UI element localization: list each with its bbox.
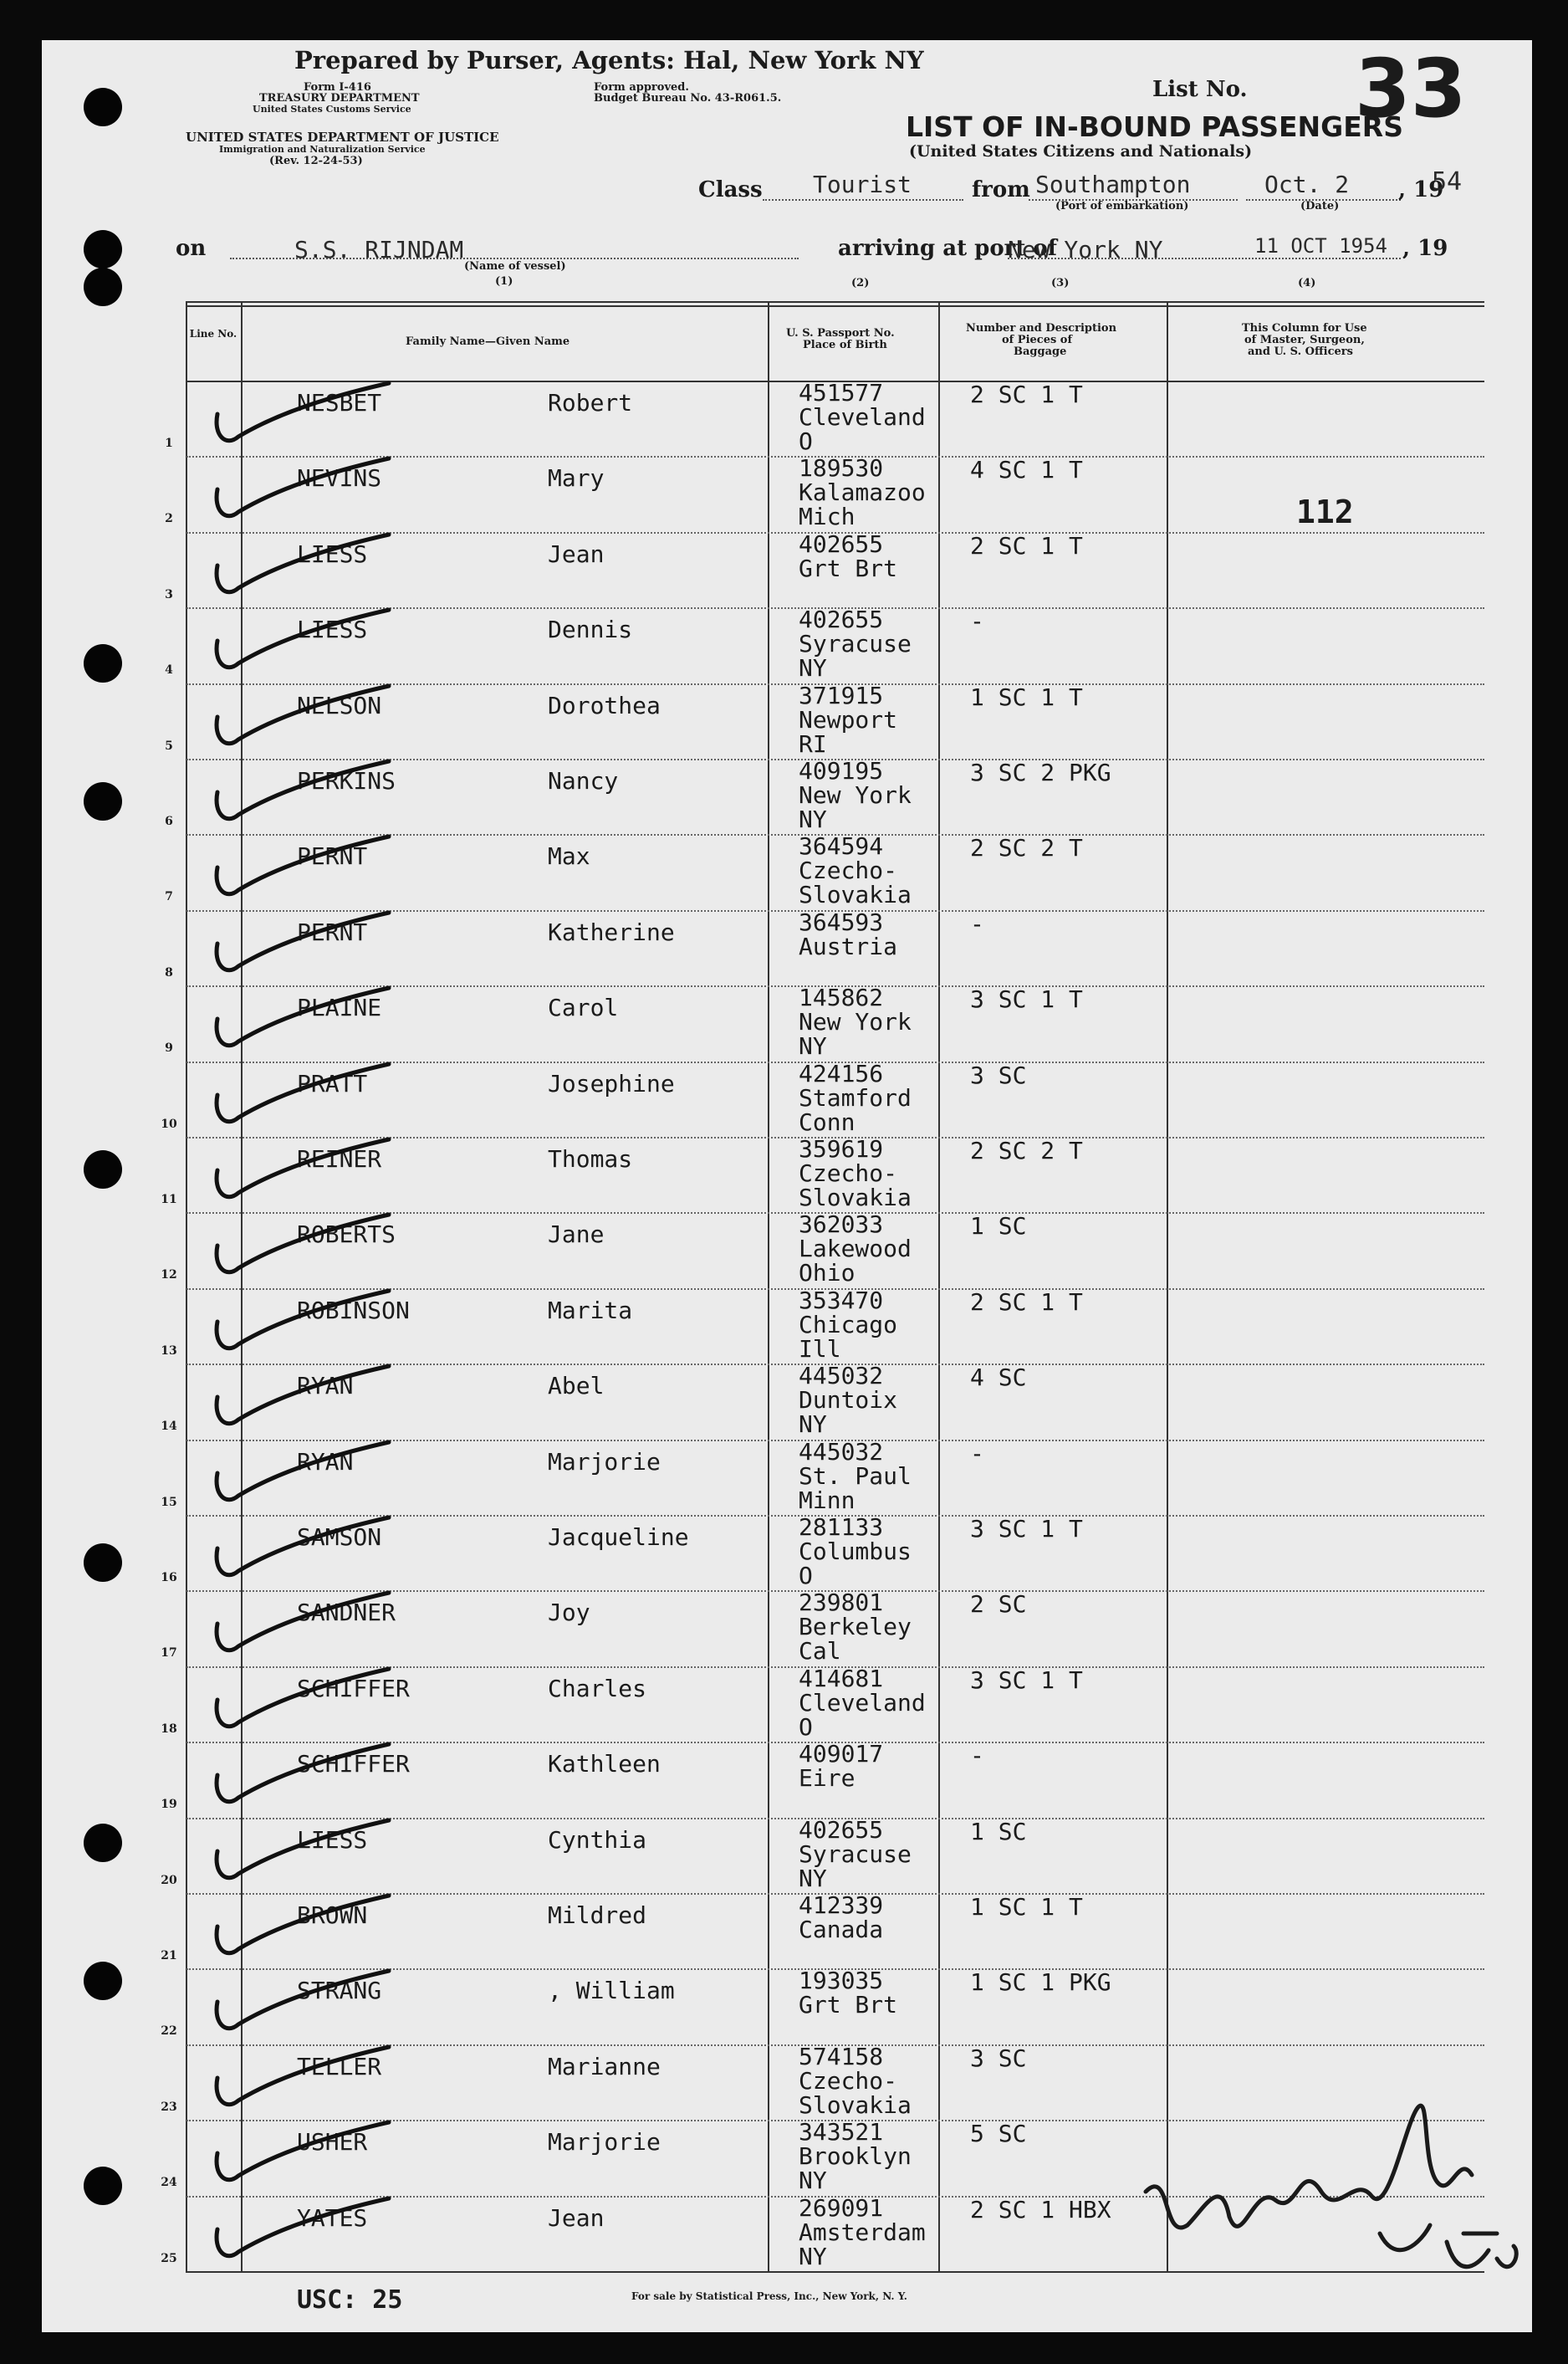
punch-hole [84,1824,122,1862]
line-number: 6 [165,815,173,828]
check-mark-icon [209,2116,401,2191]
given-name: Marita [548,1296,633,1324]
family-name: NELSON [297,691,382,719]
passport-birthplace: 239801 Berkeley Cal [799,1589,912,1666]
family-name: SCHIFFER [297,1750,410,1778]
year-suffix: 54 [1432,167,1463,197]
baggage: 2 SC 1 T [970,1287,1083,1316]
passport-birthplace: 409195 New York NY [799,757,912,833]
passport-birthplace: 402655 Syracuse NY [799,606,912,683]
port-embarkation-caption: (Port of embarkation) [1055,200,1189,212]
table-row [146,1742,1484,1819]
budget-bureau: Budget Bureau No. 43-R061.5. [594,92,782,105]
baggage: 3 SC 2 PKG [970,759,1111,786]
passport-birthplace: 402655 Syracuse NY [799,1815,912,1892]
passport-birthplace: 189530 Kalamazoo Mich [799,454,926,531]
table-row [146,532,1484,610]
check-mark-icon [209,1964,401,2039]
line-number: 24 [161,2176,177,2190]
table-row [146,910,1484,988]
line-number: 4 [165,663,173,678]
usc-count: USC: 25 [297,2285,403,2315]
baggage: 4 SC 1 T [970,456,1083,484]
check-mark-icon [209,906,401,981]
line-number: 23 [161,2100,177,2114]
family-name: PERKINS [297,767,396,795]
family-name: BROWN [297,1901,368,1929]
check-mark-icon [209,1511,401,1586]
passport-birthplace: 402655 Grt Brt [799,530,898,582]
passport-birthplace: 364593 Austria [799,908,898,960]
given-name: Jean [548,540,605,568]
given-name: Joy [548,1599,590,1627]
family-name: SANDNER [297,1599,396,1627]
line-number: 12 [161,1268,177,1282]
line-number: 7 [165,890,173,904]
line-number: 22 [161,2024,177,2039]
family-name: REINER [297,1145,382,1173]
passport-birthplace: 371915 Newport RI [799,681,898,758]
baggage: 3 SC 1 T [970,1515,1083,1543]
family-name: ROBINSON [297,1296,410,1324]
check-mark-icon [209,1359,401,1435]
family-name: PERNT [297,918,368,946]
family-name: TELLER [297,2052,382,2080]
family-name: LIESS [297,540,368,568]
given-name: Marianne [548,2052,661,2080]
passport-birthplace: 445032 St. Paul Minn [799,1437,912,1514]
family-name: LIESS [297,616,368,644]
col-caption-3: (3) [1051,277,1070,289]
baggage: - [970,1742,984,1770]
baggage: 4 SC [970,1364,1027,1392]
baggage: 2 SC 2 T [970,834,1083,862]
on-label: on [176,236,207,261]
list-no-label: List No. [1152,77,1248,102]
given-name: Mary [548,464,605,493]
arrival-port: New York NY [1008,236,1163,264]
from-label: from [972,177,1030,202]
line-number: 19 [161,1798,177,1812]
passport-birthplace: 364594 Czecho- Slovakia [799,832,912,909]
check-mark-icon [209,1208,401,1283]
arrival-year: , 19 [1402,236,1448,261]
given-name: Marjorie [548,1447,661,1476]
passport-birthplace: 445032 Duntoix NY [799,1362,898,1439]
line-number: 21 [161,1949,177,1962]
class-value: Tourist [813,171,912,198]
check-mark-icon [209,1435,401,1511]
given-name: Katherine [548,918,675,946]
departure-date: Oct. 2 [1264,171,1350,198]
family-name: NESBET [297,389,382,417]
check-mark-icon [209,755,401,830]
check-mark-icon [209,981,401,1057]
line-number: 11 [161,1193,177,1206]
check-mark-icon [209,1662,401,1737]
table-row [146,1288,1484,1366]
passport-birthplace: 362033 Lakewood Ohio [799,1210,912,1287]
given-name: Kathleen [548,1750,661,1778]
baggage: 3 SC 1 T [970,985,1083,1014]
family-name: PLAINE [297,994,382,1022]
baggage: 1 SC 1 PKG [970,1968,1111,1997]
officer-note: 112 [1296,494,1354,530]
baggage: 3 SC [970,2044,1027,2072]
line-number: 25 [161,2251,177,2265]
printer-credit: For sale by Statistical Press, Inc., New York, N. Y. [631,2290,907,2302]
baggage: - [970,1439,984,1467]
line-number: 14 [161,1420,177,1434]
family-name: LIESS [297,1825,368,1854]
baggage: 2 SC 1 T [970,381,1083,408]
baggage: 5 SC [970,2120,1027,2148]
family-name: USHER [297,2128,368,2157]
form-revision: (Rev. 12-24-53) [269,155,363,167]
table-row [146,1590,1484,1668]
check-mark-icon [209,452,401,527]
baggage: - [970,607,984,636]
document-title: LIST OF IN-BOUND PASSENGERS [906,110,1403,143]
line-number: 20 [161,1873,177,1887]
given-name: Charles [548,1674,647,1702]
given-name: Max [548,842,590,871]
check-mark-icon [209,679,401,755]
check-mark-icon [209,528,401,603]
line-number: 18 [161,1722,177,1736]
family-name: SAMSON [297,1523,382,1551]
check-mark-icon [209,1284,401,1359]
table-row [146,1212,1484,1290]
given-name: Marjorie [548,2128,661,2157]
table-row [146,683,1484,761]
dept-of-justice: UNITED STATES DEPARTMENT OF JUSTICE [186,130,499,145]
document-subtitle: (United States Citizens and Nationals) [909,142,1253,161]
passport-birthplace: 409017 Eire [799,1740,884,1793]
arriving-label: arriving at port of [838,236,1057,261]
form-number: Form I-416 [304,81,371,94]
given-name: Abel [548,1372,605,1400]
check-mark-icon [209,1737,401,1813]
check-mark-icon [209,1814,401,1889]
col-head-baggage-2: of Pieces of [1002,334,1073,346]
line-number: 5 [165,739,173,753]
passport-birthplace: 145862 New York NY [799,984,912,1061]
passport-birthplace: 281133 Columbus O [799,1513,912,1589]
baggage: 2 SC [970,1590,1027,1619]
year-prefix: , 19 [1398,177,1444,202]
table-row [146,1364,1484,1441]
line-number: 16 [161,1571,177,1584]
passport-birthplace: 412339 Canada [799,1891,884,1943]
table-row [146,1968,1484,2046]
passport-birthplace: 269091 Amsterdam NY [799,2193,926,2270]
family-name: NEVINS [297,464,382,493]
col-head-baggage-1: Number and Description [966,322,1117,335]
line-number: 10 [161,1117,177,1131]
vessel-caption: (Name of vessel) [464,260,566,273]
form-approved: Form approved. [594,81,689,94]
check-mark-icon [209,1133,401,1208]
treasury-dept: TREASURY DEPARTMENT [259,92,420,105]
baggage: 2 SC 1 HBX [970,2195,1111,2223]
passport-birthplace: 424156 Stamford Conn [799,1059,912,1136]
table-row [146,1137,1484,1215]
col-caption-1: (1) [495,275,513,288]
table-row [146,381,1484,458]
baggage: 2 SC 1 T [970,531,1083,560]
passport-birthplace: 359619 Czecho- Slovakia [799,1135,912,1211]
line-number: 13 [161,1343,177,1358]
family-name: STRANG [297,1977,382,2005]
check-mark-icon [209,2040,401,2116]
table-row [146,456,1484,534]
list-number: 33 [1355,42,1467,136]
table-row [146,985,1484,1063]
col-caption-2: (2) [851,277,870,289]
line-number: 15 [161,1495,177,1509]
check-mark-icon [209,376,401,452]
col-head-line-no: Line No. [189,328,237,340]
table-row [146,1815,1484,1896]
check-mark-icon [209,1889,401,1964]
line-number: 17 [161,1646,177,1660]
punch-hole [84,88,122,126]
date-caption: (Date) [1300,200,1340,212]
vessel-name: S.S. RIJNDAM [294,236,464,264]
line-number: 8 [165,965,173,980]
family-name: YATES [297,2203,368,2232]
col-head-passport-1: U. S. Passport No. [786,327,895,340]
line-number: 3 [165,587,173,601]
baggage: 1 SC 1 T [970,1893,1083,1921]
given-name: Dorothea [548,691,661,719]
punch-hole [84,268,122,306]
check-mark-icon [209,1586,401,1661]
baggage: 1 SC [970,1817,1027,1845]
punch-hole [84,644,122,683]
line-number: 9 [165,1041,173,1056]
given-name: Mildred [548,1901,647,1929]
family-name: PERNT [297,842,368,871]
class-label: Class [698,177,763,202]
check-mark-icon [209,1057,401,1133]
given-name: Josephine [548,1069,675,1098]
baggage: 2 SC 2 T [970,1137,1083,1164]
punch-hole [84,230,122,269]
port-of-embarkation: Southampton [1035,171,1191,198]
check-mark-icon [209,603,401,678]
col-head-name: Family Name—Given Name [406,335,570,348]
family-name: SCHIFFER [297,1674,410,1702]
punch-hole [84,1150,122,1189]
passport-birthplace: 343521 Brooklyn NY [799,2118,912,2195]
officer-signature [1129,2075,1522,2292]
table-row [146,759,1484,837]
table-row [146,1893,1484,1971]
punch-hole [84,1962,122,2000]
line-number: 1 [165,437,173,450]
passport-birthplace: 353470 Chicago Ill [799,1286,898,1363]
col-head-passport-2: Place of Birth [803,339,887,351]
punch-hole [84,1543,122,1582]
table-row [146,1437,1484,1517]
col-head-officers-1: This Column for Use [1242,322,1367,335]
family-name: ROBERTS [297,1220,396,1249]
passport-birthplace: 451577 Cleveland O [799,379,926,455]
baggage: 1 SC [970,1212,1027,1241]
arrival-stamp: 11 OCT 1954 [1254,234,1387,258]
table-row [146,1059,1484,1139]
given-name: Thomas [548,1145,633,1173]
col-caption-4: (4) [1298,277,1316,289]
col-head-baggage-3: Baggage [1014,345,1067,358]
table-row [146,1515,1484,1593]
line-number: 2 [165,512,173,526]
col-head-officers-3: and U. S. Officers [1248,345,1353,358]
passport-birthplace: 574158 Czecho- Slovakia [799,2042,912,2119]
passport-birthplace: 193035 Grt Brt [799,1967,898,2019]
given-name: Cynthia [548,1825,647,1854]
punch-hole [84,2167,122,2205]
check-mark-icon [209,830,401,905]
given-name: Robert [548,389,633,417]
punch-hole [84,782,122,821]
baggage: 1 SC 1 T [970,683,1083,711]
given-name: Jean [548,2203,605,2232]
given-name: Jane [548,1220,605,1249]
prepared-by-line: Prepared by Purser, Agents: Hal, New York NY [294,46,924,74]
baggage: - [970,909,984,938]
check-mark-icon [209,2192,401,2267]
given-name: Dennis [548,616,633,644]
customs-service: United States Customs Service [253,104,411,115]
family-name: RYAN [297,1447,354,1476]
passport-birthplace: 414681 Cleveland O [799,1664,926,1741]
given-name: Nancy [548,767,619,795]
given-name: , William [548,1977,675,2005]
baggage: 3 SC [970,1061,1027,1089]
immigration-service: Immigration and Naturalization Service [219,144,426,155]
given-name: Carol [548,994,619,1022]
col-head-officers-2: of Master, Surgeon, [1244,334,1365,346]
table-row [146,607,1484,685]
given-name: Jacqueline [548,1523,689,1551]
table-row [146,1666,1484,1744]
baggage: 3 SC 1 T [970,1666,1083,1694]
table-row [146,834,1484,912]
family-name: PRATT [297,1069,368,1098]
family-name: RYAN [297,1372,354,1400]
